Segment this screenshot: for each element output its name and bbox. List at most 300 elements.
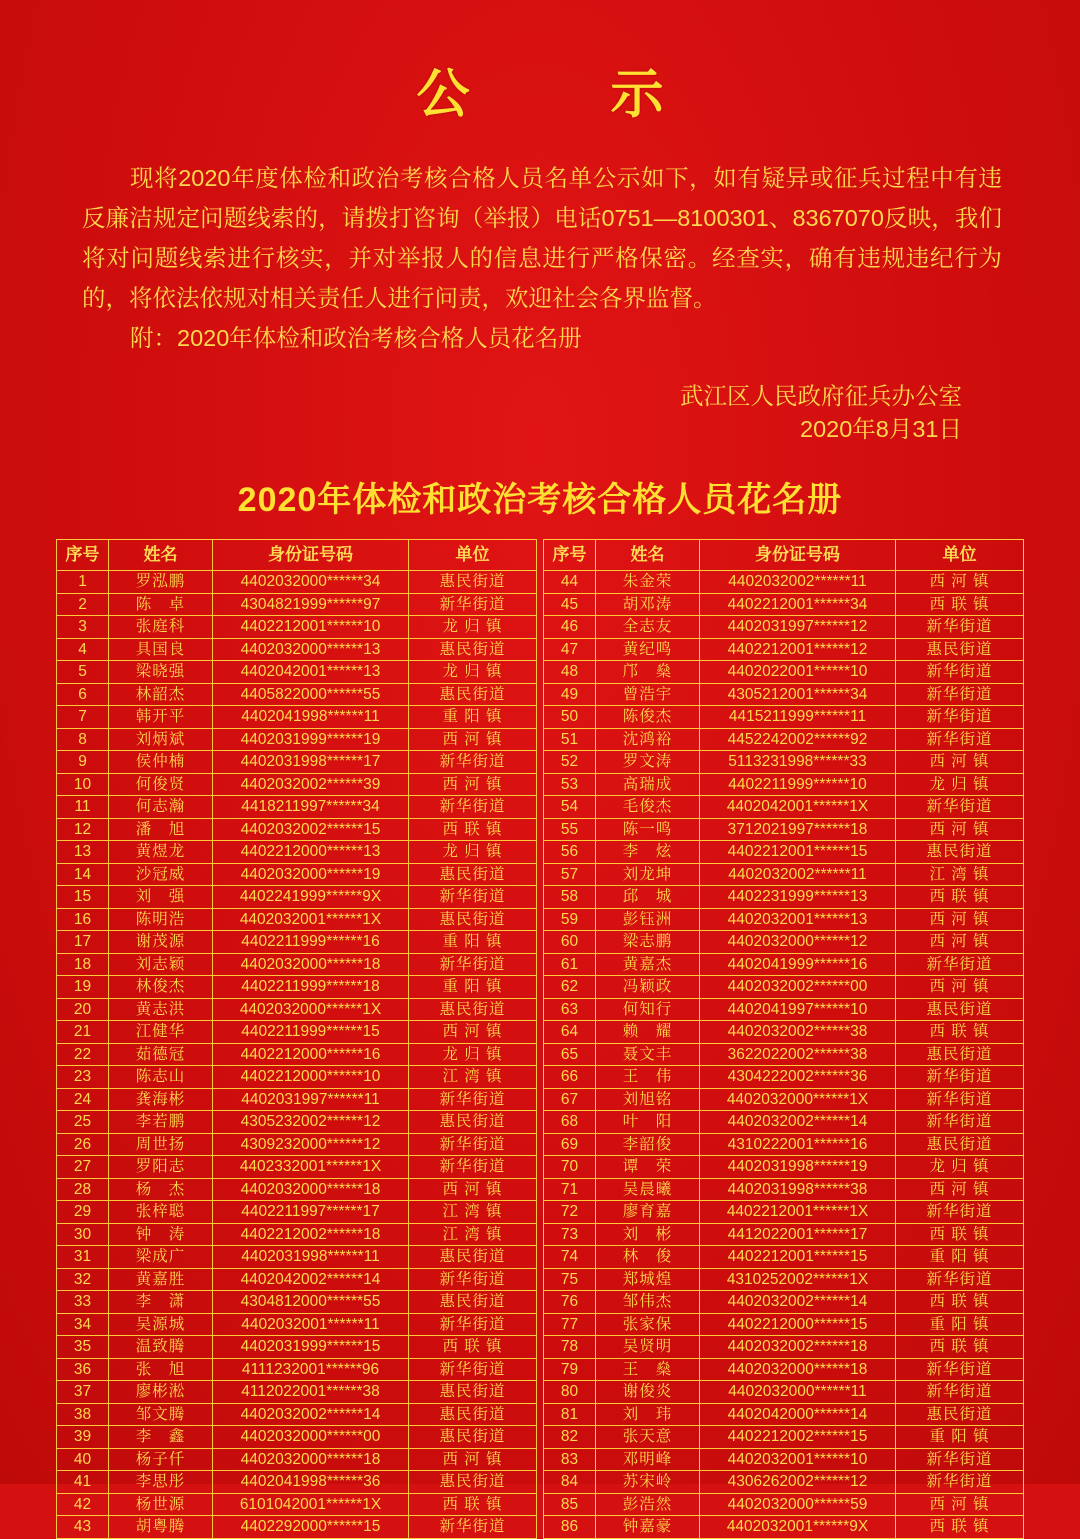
cell-id: 4402211999******16	[213, 931, 409, 954]
cell-unit: 惠民街道	[409, 998, 537, 1021]
cell-id: 4402032000******00	[213, 1426, 409, 1449]
cell-index: 85	[544, 1493, 596, 1516]
table-row	[544, 1403, 1024, 1426]
cell-id: 4402032002******38	[700, 1021, 896, 1044]
cell-unit: 西 河 镇	[409, 773, 537, 796]
cell-name: 黄嘉胜	[109, 1268, 213, 1291]
cell-unit: 西 联 镇	[896, 1021, 1024, 1044]
cell-id: 4402241999******9X	[213, 886, 409, 909]
cell-index: 42	[57, 1493, 109, 1516]
table-row	[544, 1313, 1024, 1336]
cell-id: 4402041998******36	[213, 1471, 409, 1494]
cell-unit: 惠民街道	[896, 998, 1024, 1021]
table-row	[57, 886, 537, 909]
cell-index: 75	[544, 1268, 596, 1291]
cell-id: 4402032000******11	[700, 1381, 896, 1404]
table-row	[544, 571, 1024, 594]
cell-index: 2	[57, 593, 109, 616]
cell-name: 刘 强	[109, 886, 213, 909]
table-row	[544, 976, 1024, 999]
cell-unit: 龙 归 镇	[896, 1156, 1024, 1179]
table-row	[57, 1223, 537, 1246]
cell-index: 37	[57, 1381, 109, 1404]
cell-unit: 新华街道	[896, 1268, 1024, 1291]
cell-unit: 新华街道	[409, 593, 537, 616]
cell-id: 4306262002******12	[700, 1471, 896, 1494]
table-row	[57, 1246, 537, 1269]
cell-index: 38	[57, 1403, 109, 1426]
cell-index: 51	[544, 728, 596, 751]
cell-unit: 西 联 镇	[409, 818, 537, 841]
cell-name: 何志瀚	[109, 796, 213, 819]
cell-index: 65	[544, 1043, 596, 1066]
cell-name: 杨世源	[109, 1493, 213, 1516]
cell-name: 谭 荣	[596, 1156, 700, 1179]
cell-name: 吴晨曦	[596, 1178, 700, 1201]
cell-unit: 惠民街道	[409, 1111, 537, 1134]
cell-name: 茹德冠	[109, 1043, 213, 1066]
cell-id: 4402032000******1X	[213, 998, 409, 1021]
table-row	[57, 1493, 537, 1516]
cell-name: 周世扬	[109, 1133, 213, 1156]
table-row	[544, 1493, 1024, 1516]
cell-id: 4309232000******12	[213, 1133, 409, 1156]
cell-index: 64	[544, 1021, 596, 1044]
cell-index: 17	[57, 931, 109, 954]
cell-id: 4402032001******1X	[213, 908, 409, 931]
table-row	[57, 728, 537, 751]
cell-index: 62	[544, 976, 596, 999]
cell-name: 梁志鹏	[596, 931, 700, 954]
cell-name: 曾浩宇	[596, 683, 700, 706]
cell-unit: 惠民街道	[409, 1246, 537, 1269]
cell-id: 4402032000******13	[213, 638, 409, 661]
cell-id: 4402032002******11	[700, 863, 896, 886]
cell-id: 4402032001******13	[700, 908, 896, 931]
cell-index: 59	[544, 908, 596, 931]
cell-unit: 新华街道	[896, 953, 1024, 976]
cell-id: 4402212002******15	[700, 1426, 896, 1449]
cell-id: 4405822000******55	[213, 683, 409, 706]
cell-unit: 西 联 镇	[409, 1336, 537, 1359]
cell-unit: 惠民街道	[409, 1381, 537, 1404]
table-row	[57, 1088, 537, 1111]
table-row	[544, 1156, 1024, 1179]
cell-unit: 新华街道	[896, 616, 1024, 639]
intro-paragraph-1: 现将2020年度体检和政治考核合格人员名单公示如下，如有疑异或征兵过程中有违反廉洁规定问题线索的，请拨打咨询（举报）电话0751—8100301、8367070反映，我们将对问题线索进行核实，并对举报人的信息进行严格保密。经查实，确有违规违纪行为的，将依法依规对相关责任人进行问责，欢迎社会各界监督。	[82, 165, 1002, 311]
cell-name: 林 俊	[596, 1246, 700, 1269]
cell-index: 47	[544, 638, 596, 661]
cell-name: 叶 阳	[596, 1111, 700, 1134]
cell-index: 81	[544, 1403, 596, 1426]
cell-id: 4402292000******15	[213, 1516, 409, 1539]
cell-index: 34	[57, 1313, 109, 1336]
cell-index: 19	[57, 976, 109, 999]
cell-name: 彭钰洲	[596, 908, 700, 931]
cell-id: 4402211999******15	[213, 1021, 409, 1044]
cell-unit: 惠民街道	[409, 638, 537, 661]
cell-unit: 新华街道	[409, 1156, 537, 1179]
cell-name: 钟 涛	[109, 1223, 213, 1246]
cell-id: 4304812000******55	[213, 1291, 409, 1314]
cell-name: 李 潇	[109, 1291, 213, 1314]
table-row	[544, 1246, 1024, 1269]
cell-name: 张家保	[596, 1313, 700, 1336]
table-row	[544, 1201, 1024, 1224]
cell-name: 张天意	[596, 1426, 700, 1449]
column-header-id: 身份证号码	[700, 540, 896, 571]
cell-id: 4402032002******15	[213, 818, 409, 841]
cell-unit: 西 河 镇	[409, 1448, 537, 1471]
cell-name: 李若鹏	[109, 1111, 213, 1134]
table-row	[57, 863, 537, 886]
cell-id: 4402032002******00	[700, 976, 896, 999]
cell-name: 何俊贤	[109, 773, 213, 796]
cell-index: 32	[57, 1268, 109, 1291]
cell-index: 71	[544, 1178, 596, 1201]
cell-id: 4402211997******17	[213, 1201, 409, 1224]
cell-name: 刘龙坤	[596, 863, 700, 886]
cell-index: 28	[57, 1178, 109, 1201]
cell-unit: 西 联 镇	[896, 1291, 1024, 1314]
cell-id: 4402212001******15	[700, 841, 896, 864]
cell-index: 39	[57, 1426, 109, 1449]
cell-name: 刘志颖	[109, 953, 213, 976]
cell-index: 33	[57, 1291, 109, 1314]
table-row	[544, 1516, 1024, 1539]
cell-unit: 西 联 镇	[896, 1516, 1024, 1539]
cell-unit: 江 湾 镇	[409, 1223, 537, 1246]
cell-index: 76	[544, 1291, 596, 1314]
cell-name: 陈明浩	[109, 908, 213, 931]
cell-unit: 江 湾 镇	[409, 1201, 537, 1224]
cell-name: 张庭科	[109, 616, 213, 639]
cell-index: 67	[544, 1088, 596, 1111]
cell-index: 13	[57, 841, 109, 864]
cell-index: 30	[57, 1223, 109, 1246]
intro-paragraph-2: 附：2020年体检和政治考核合格人员花名册	[130, 325, 582, 351]
cell-name: 冯颖政	[596, 976, 700, 999]
table-row	[57, 706, 537, 729]
cell-id: 4402212000******10	[213, 1066, 409, 1089]
cell-name: 邹文腾	[109, 1403, 213, 1426]
cell-name: 刘 玮	[596, 1403, 700, 1426]
cell-unit: 西 河 镇	[896, 1493, 1024, 1516]
cell-name: 黄煜龙	[109, 841, 213, 864]
cell-index: 40	[57, 1448, 109, 1471]
cell-unit: 重 阳 镇	[409, 706, 537, 729]
cell-index: 21	[57, 1021, 109, 1044]
cell-name: 郑城煌	[596, 1268, 700, 1291]
cell-name: 苏宋岭	[596, 1471, 700, 1494]
cell-id: 4402031998******19	[700, 1156, 896, 1179]
cell-unit: 龙 归 镇	[409, 1043, 537, 1066]
cell-index: 18	[57, 953, 109, 976]
table-row	[57, 1403, 537, 1426]
cell-index: 86	[544, 1516, 596, 1539]
cell-id: 4402042001******13	[213, 661, 409, 684]
cell-unit: 新华街道	[896, 796, 1024, 819]
cell-unit: 西 河 镇	[896, 751, 1024, 774]
roster-title: 2020年体检和政治考核合格人员花名册	[237, 481, 843, 519]
cell-index: 26	[57, 1133, 109, 1156]
page-title: 公 示	[416, 65, 708, 124]
issue-date: 2020年8月31日	[800, 416, 962, 442]
table-row	[544, 1133, 1024, 1156]
cell-id: 4402212002******18	[213, 1223, 409, 1246]
table-row	[544, 706, 1024, 729]
table-row	[544, 1223, 1024, 1246]
cell-index: 48	[544, 661, 596, 684]
cell-id: 4402031999******19	[213, 728, 409, 751]
cell-id: 4402032002******14	[700, 1291, 896, 1314]
table-row	[544, 886, 1024, 909]
cell-index: 60	[544, 931, 596, 954]
cell-name: 廖育嘉	[596, 1201, 700, 1224]
cell-unit: 惠民街道	[409, 908, 537, 931]
cell-name: 江健华	[109, 1021, 213, 1044]
cell-name: 温致腾	[109, 1336, 213, 1359]
cell-name: 刘旭铭	[596, 1088, 700, 1111]
cell-index: 9	[57, 751, 109, 774]
table-row	[544, 1336, 1024, 1359]
cell-index: 45	[544, 593, 596, 616]
table-row	[544, 908, 1024, 931]
cell-index: 29	[57, 1201, 109, 1224]
table-row	[544, 953, 1024, 976]
cell-unit: 新华街道	[409, 796, 537, 819]
cell-unit: 西 河 镇	[896, 1178, 1024, 1201]
cell-name: 黄纪鸣	[596, 638, 700, 661]
cell-unit: 惠民街道	[409, 863, 537, 886]
cell-name: 陈俊杰	[596, 706, 700, 729]
cell-index: 46	[544, 616, 596, 639]
cell-index: 5	[57, 661, 109, 684]
cell-unit: 西 河 镇	[896, 571, 1024, 594]
cell-id: 5113231998******33	[700, 751, 896, 774]
cell-unit: 惠民街道	[409, 1291, 537, 1314]
cell-id: 4402231999******13	[700, 886, 896, 909]
cell-index: 24	[57, 1088, 109, 1111]
table-row	[57, 1021, 537, 1044]
cell-unit: 重 阳 镇	[409, 976, 537, 999]
cell-index: 44	[544, 571, 596, 594]
cell-unit: 惠民街道	[896, 1133, 1024, 1156]
cell-id: 4402042002******14	[213, 1268, 409, 1291]
cell-unit: 西 联 镇	[896, 886, 1024, 909]
cell-unit: 西 河 镇	[896, 976, 1024, 999]
cell-index: 23	[57, 1066, 109, 1089]
cell-name: 谢茂源	[109, 931, 213, 954]
table-row	[57, 1066, 537, 1089]
cell-unit: 新华街道	[896, 1448, 1024, 1471]
roster-table-right	[543, 539, 1024, 1539]
cell-name: 廖彬淞	[109, 1381, 213, 1404]
table-row	[57, 593, 537, 616]
cell-unit: 惠民街道	[409, 1426, 537, 1449]
table-row	[544, 616, 1024, 639]
table-row	[57, 1291, 537, 1314]
table-row	[57, 1313, 537, 1336]
table-row	[57, 1133, 537, 1156]
cell-index: 8	[57, 728, 109, 751]
cell-id: 4112022001******38	[213, 1381, 409, 1404]
cell-name: 邹伟杰	[596, 1291, 700, 1314]
table-row	[57, 818, 537, 841]
cell-unit: 惠民街道	[896, 841, 1024, 864]
cell-name: 吴贤明	[596, 1336, 700, 1359]
cell-name: 刘炳斌	[109, 728, 213, 751]
table-row	[544, 593, 1024, 616]
table-row	[57, 661, 537, 684]
cell-unit: 江 湾 镇	[896, 863, 1024, 886]
cell-name: 陈志山	[109, 1066, 213, 1089]
cell-unit: 西 河 镇	[409, 1178, 537, 1201]
cell-id: 4310252002******1X	[700, 1268, 896, 1291]
cell-index: 15	[57, 886, 109, 909]
cell-id: 4402032002******18	[700, 1336, 896, 1359]
table-row	[544, 818, 1024, 841]
cell-index: 27	[57, 1156, 109, 1179]
cell-id: 4402212001******12	[700, 638, 896, 661]
cell-name: 朱金荣	[596, 571, 700, 594]
cell-unit: 西 联 镇	[896, 593, 1024, 616]
cell-unit: 惠民街道	[409, 1403, 537, 1426]
cell-index: 72	[544, 1201, 596, 1224]
cell-id: 4402032000******59	[700, 1493, 896, 1516]
table-row	[57, 1516, 537, 1539]
cell-unit: 龙 归 镇	[896, 773, 1024, 796]
cell-unit: 龙 归 镇	[409, 616, 537, 639]
cell-id: 4402032002******11	[700, 571, 896, 594]
cell-id: 4402032001******9X	[700, 1516, 896, 1539]
roster-table-left	[56, 539, 537, 1539]
cell-unit: 新华街道	[896, 661, 1024, 684]
cell-unit: 新华街道	[409, 886, 537, 909]
cell-index: 36	[57, 1358, 109, 1381]
cell-name: 黄嘉杰	[596, 953, 700, 976]
cell-id: 4402031997******12	[700, 616, 896, 639]
table-row	[544, 751, 1024, 774]
cell-unit: 新华街道	[409, 1133, 537, 1156]
cell-index: 68	[544, 1111, 596, 1134]
table-row	[544, 1291, 1024, 1314]
cell-id: 4304222002******36	[700, 1066, 896, 1089]
cell-id: 4402211999******10	[700, 773, 896, 796]
cell-index: 31	[57, 1246, 109, 1269]
cell-unit: 惠民街道	[896, 638, 1024, 661]
cell-index: 52	[544, 751, 596, 774]
cell-unit: 惠民街道	[896, 1403, 1024, 1426]
table-row	[57, 751, 537, 774]
table-row	[544, 728, 1024, 751]
cell-name: 吴源城	[109, 1313, 213, 1336]
table-row	[57, 953, 537, 976]
table-row	[57, 1043, 537, 1066]
cell-unit: 新华街道	[409, 751, 537, 774]
table-row	[544, 931, 1024, 954]
cell-index: 80	[544, 1381, 596, 1404]
table-row	[57, 796, 537, 819]
cell-id: 4402041999******16	[700, 953, 896, 976]
cell-index: 70	[544, 1156, 596, 1179]
table-row	[544, 1111, 1024, 1134]
table-row	[57, 1336, 537, 1359]
cell-id: 4412022001******17	[700, 1223, 896, 1246]
cell-index: 53	[544, 773, 596, 796]
cell-unit: 重 阳 镇	[896, 1313, 1024, 1336]
table-row	[57, 1426, 537, 1449]
column-header-unit: 单位	[409, 540, 537, 571]
cell-unit: 西 河 镇	[409, 1021, 537, 1044]
cell-name: 林俊杰	[109, 976, 213, 999]
cell-id: 3712021997******18	[700, 818, 896, 841]
cell-id: 4402212001******15	[700, 1246, 896, 1269]
cell-index: 79	[544, 1358, 596, 1381]
table-header-row	[57, 540, 537, 571]
table-row	[57, 1471, 537, 1494]
table-row	[544, 773, 1024, 796]
column-header-index: 序号	[544, 540, 596, 571]
cell-unit: 新华街道	[409, 953, 537, 976]
cell-name: 毛俊杰	[596, 796, 700, 819]
cell-index: 14	[57, 863, 109, 886]
table-row	[57, 638, 537, 661]
signature-block	[26, 380, 1054, 446]
cell-unit: 江 湾 镇	[409, 1066, 537, 1089]
table-row	[544, 863, 1024, 886]
cell-unit: 西 河 镇	[896, 931, 1024, 954]
cell-index: 22	[57, 1043, 109, 1066]
cell-id: 4402332001******1X	[213, 1156, 409, 1179]
cell-name: 聂文丰	[596, 1043, 700, 1066]
cell-index: 4	[57, 638, 109, 661]
cell-unit: 西 联 镇	[896, 1223, 1024, 1246]
cell-name: 杨 杰	[109, 1178, 213, 1201]
cell-unit: 西 河 镇	[896, 818, 1024, 841]
cell-index: 20	[57, 998, 109, 1021]
cell-index: 84	[544, 1471, 596, 1494]
cell-unit: 新华街道	[896, 1471, 1024, 1494]
cell-name: 梁成广	[109, 1246, 213, 1269]
cell-id: 4402032000******18	[700, 1358, 896, 1381]
cell-name: 全志友	[596, 616, 700, 639]
table-row	[544, 1178, 1024, 1201]
cell-index: 82	[544, 1426, 596, 1449]
table-row	[57, 1201, 537, 1224]
cell-unit: 重 阳 镇	[896, 1426, 1024, 1449]
table-row	[544, 683, 1024, 706]
cell-id: 4402031998******11	[213, 1246, 409, 1269]
table-row	[57, 1358, 537, 1381]
table-row	[57, 841, 537, 864]
cell-index: 66	[544, 1066, 596, 1089]
cell-id: 4402041998******11	[213, 706, 409, 729]
cell-id: 4402032002******14	[213, 1403, 409, 1426]
cell-name: 高瑞成	[596, 773, 700, 796]
cell-unit: 新华街道	[409, 1358, 537, 1381]
cell-id: 4310222001******16	[700, 1133, 896, 1156]
cell-id: 4402212000******13	[213, 841, 409, 864]
cell-id: 4402212001******34	[700, 593, 896, 616]
cell-name: 胡粤腾	[109, 1516, 213, 1539]
cell-name: 罗泓鹏	[109, 571, 213, 594]
cell-id: 4402032000******1X	[700, 1088, 896, 1111]
table-row	[544, 1088, 1024, 1111]
cell-name: 邓明峰	[596, 1448, 700, 1471]
cell-index: 35	[57, 1336, 109, 1359]
table-row	[57, 1178, 537, 1201]
